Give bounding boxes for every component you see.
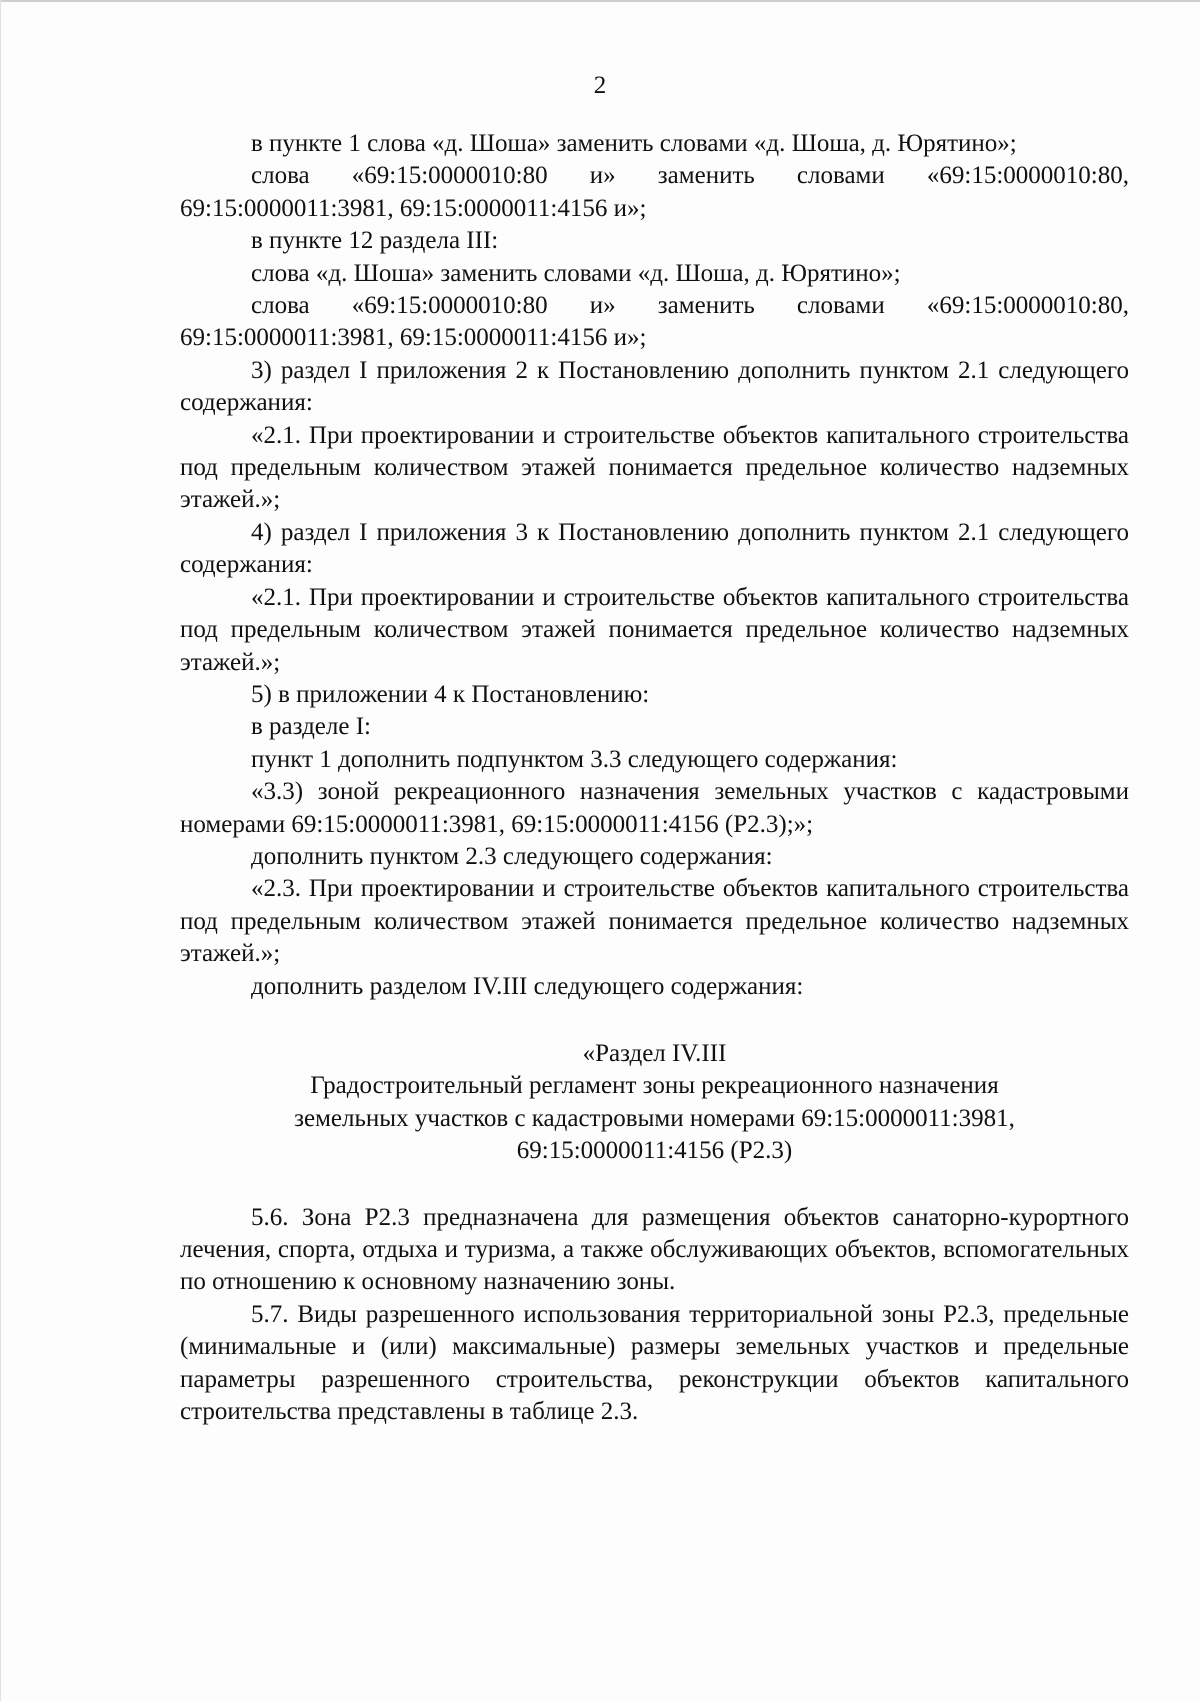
section-heading-line-1: Градостроительный регламент зоны рекреационного назначения bbox=[310, 1072, 999, 1100]
paragraph-12: пункт 1 дополнить подпунктом 3.3 следующего содержания: bbox=[251, 745, 898, 773]
paragraph-15: «2.3. При проектировании и строительстве объектов капитального строительства под предельным количеством этажей понимается предельное количество надземных этажей.»; bbox=[180, 875, 1129, 968]
paragraph-9: «2.1. При проектировании и строительстве объектов капитального строительства под предельным количеством этажей понимается предельное количество надземных этажей.»; bbox=[180, 583, 1129, 676]
section-heading-line-3: 69:15:0000011:4156 (Р2.3) bbox=[516, 1137, 793, 1165]
paragraph-1: в пункте 1 слова «д. Шоша» заменить словами «д. Шоша, д. Юрятино»; bbox=[251, 130, 1017, 157]
document-body bbox=[180, 128, 1129, 1428]
paragraph-6: 3) раздел I приложения 2 к Постановлению дополнить пунктом 2.1 следующего содержания: bbox=[180, 356, 1129, 417]
paragraph-7: «2.1. При проектировании и строительстве объектов капитального строительства под предельным количеством этажей понимается предельное количество надземных этажей.»; bbox=[180, 421, 1129, 514]
paragraph-5-6: 5.6. Зона Р2.3 предназначена для размещения объектов санаторно-курортного лечения, спорта, отдыха и туризма, а также обслуживающих объектов, вспомогательных по отношению к основному назначению зоны. bbox=[180, 1203, 1129, 1296]
paragraph-3: в пункте 12 раздела III: bbox=[251, 227, 499, 255]
scan-edge-top bbox=[0, 0, 1200, 2]
section-heading-title: «Раздел IV.III bbox=[582, 1039, 727, 1067]
paragraph-2: слова «69:15:0000010:80 и» заменить словами «69:15:0000010:80, 69:15:0000011:3981, 69:15:0000011:4156 и»; bbox=[180, 162, 1129, 222]
paragraph-14: дополнить пунктом 2.3 следующего содержания: bbox=[251, 842, 773, 870]
paragraph-4: слова «д. Шоша» заменить словами «д. Шоша, д. Юрятино»; bbox=[251, 259, 901, 287]
paragraph-5-7: 5.7. Виды разрешенного использования территориальной зоны Р2.3, предельные (минимальные и (или) максимальные) размеры земельных участков и предельные параметры разрешенного строительства, реконструкции объектов капитального строительства представлены в таблице 2.3. bbox=[180, 1300, 1129, 1426]
section-heading bbox=[180, 1038, 1129, 1168]
section-heading-line-2: земельных участков с кадастровыми номерами 69:15:0000011:3981, bbox=[294, 1104, 1015, 1132]
paragraph-13: «3.3) зоной рекреационного назначения земельных участков с кадастровыми номерами 69:15:0000011:3981, 69:15:0000011:4156 (Р2.3);»; bbox=[180, 778, 1129, 838]
scan-edge-left bbox=[0, 0, 1, 1701]
paragraph-8: 4) раздел I приложения 3 к Постановлению дополнить пунктом 2.1 следующего содержания: bbox=[180, 518, 1129, 579]
paragraph-16: дополнить разделом IV.III следующего содержания: bbox=[251, 972, 804, 1000]
paragraph-10: 5) в приложении 4 к Постановлению: bbox=[251, 680, 650, 708]
page-number: 2 bbox=[593, 72, 607, 99]
paragraph-11: в разделе I: bbox=[251, 713, 371, 741]
paragraph-5: слова «69:15:0000010:80 и» заменить словами «69:15:0000010:80, 69:15:0000011:3981, 69:15:0000011:4156 и»; bbox=[180, 292, 1129, 352]
